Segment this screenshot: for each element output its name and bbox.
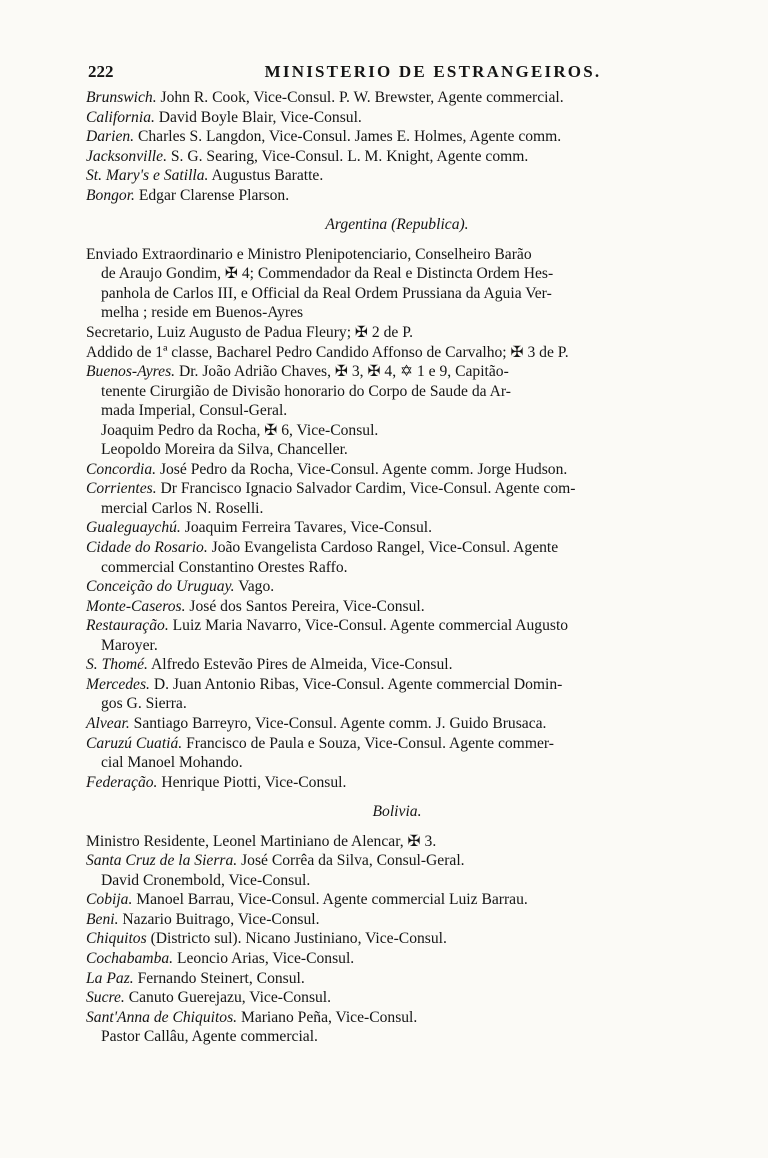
entry-line: Leopoldo Moreira da Silva, Chanceller.: [101, 441, 348, 459]
entry-line: Sucre. Canuto Guerejazu, Vice-Consul.: [86, 989, 332, 1007]
entry-line: Ministro Residente, Leonel Martiniano de Alencar, ✠ 3.: [86, 832, 437, 850]
entry-line: St. Mary's e Satilla. Augustus Baratte.: [86, 167, 324, 185]
entry-line: Cidade do Rosario. João Evangelista Cardoso Rangel, Vice-Consul. Agente: [86, 539, 559, 557]
entry-line: La Paz. Fernando Steinert, Consul.: [86, 969, 305, 987]
entry-line: Gualeguaychú. Joaquim Ferreira Tavares, Vice-Consul.: [86, 519, 433, 537]
running-title: MINISTERIO DE ESTRANGEIROS.: [264, 62, 602, 81]
entry-line: Secretario, Luiz Augusto de Padua Fleury; ✠ 2 de P.: [86, 324, 414, 342]
entry-line: gos G. Sierra.: [101, 695, 187, 713]
entry-line: Chiquitos (Districto sul). Nicano Justiniano, Vice-Consul.: [86, 930, 447, 948]
entry-line: Federação. Henrique Piotti, Vice-Consul.: [86, 773, 347, 791]
entry-line: Conceição do Uruguay. Vago.: [86, 578, 275, 596]
entry-line: Joaquim Pedro da Rocha, ✠ 6, Vice-Consul.: [101, 421, 379, 439]
entry-line: S. Thomé. Alfredo Estevão Pires de Almeida, Vice-Consul.: [86, 656, 453, 674]
entry-line: Enviado Extraordinario e Ministro Plenipotenciario, Conselheiro Barão: [86, 245, 532, 263]
entry-line: David Cronembold, Vice-Consul.: [101, 871, 311, 889]
entry-line: Sant'Anna de Chiquitos. Mariano Peña, Vice-Consul.: [86, 1008, 418, 1026]
entry-line: Cochabamba. Leoncio Arias, Vice-Consul.: [86, 949, 355, 967]
entry-line: Restauração. Luiz Maria Navarro, Vice-Consul. Agente commercial Augusto: [86, 617, 569, 635]
entry-line: Pastor Callâu, Agente commercial.: [101, 1028, 318, 1046]
section-heading-argentina: Argentina (Republica).: [325, 216, 469, 234]
page-number: 222: [88, 62, 114, 81]
entry-line: tenente Cirurgião de Divisão honorario do Corpo de Saude da Ar-: [101, 382, 511, 400]
entry-line: de Araujo Gondim, ✠ 4; Commendador da Real e Distincta Ordem Hes-: [101, 265, 554, 283]
entry-line: cial Manoel Mohando.: [101, 754, 243, 772]
entry-line: Maroyer.: [101, 636, 158, 654]
entry-line: Alvear. Santiago Barreyro, Vice-Consul. Agente comm. J. Guido Brusaca.: [86, 714, 547, 732]
entry-line: mada Imperial, Consul-Geral.: [101, 402, 288, 420]
entry-line: Monte-Caseros. José dos Santos Pereira, Vice-Consul.: [86, 597, 425, 615]
entry-line: commercial Constantino Orestes Raffo.: [101, 558, 348, 576]
page-body: [86, 88, 708, 1047]
entry-line: Addido de 1ª classe, Bacharel Pedro Candido Affonso de Carvalho; ✠ 3 de P.: [86, 343, 569, 361]
entry-line: Brunswich. John R. Cook, Vice-Consul. P. W. Brewster, Agente commercial.: [86, 89, 564, 106]
entry-line: melha ; reside em Buenos-Ayres: [101, 304, 304, 322]
entry-line: Beni. Nazario Buitrago, Vice-Consul.: [86, 910, 320, 928]
entry-line: Corrientes. Dr Francisco Ignacio Salvador Cardim, Vice-Consul. Agente com-: [86, 480, 576, 498]
entry-line: Bongor. Edgar Clarense Plarson.: [86, 186, 290, 204]
entry-line: Cobija. Manoel Barrau, Vice-Consul. Agente commercial Luiz Barrau.: [86, 891, 528, 909]
entry-line: Mercedes. D. Juan Antonio Ribas, Vice-Consul. Agente commercial Domin-: [86, 675, 563, 693]
entry-line: Caruzú Cuatiá. Francisco de Paula e Souza, Vice-Consul. Agente commer-: [86, 734, 554, 752]
entry-line: Buenos-Ayres. Dr. João Adrião Chaves, ✠ 3, ✠ 4, ✡ 1 e 9, Capitão-: [86, 363, 509, 381]
entry-line: California. David Boyle Blair, Vice-Consul.: [86, 108, 362, 126]
page-header: [88, 58, 708, 86]
entry-line: Jacksonville. S. G. Searing, Vice-Consul. L. M. Knight, Agente comm.: [86, 147, 529, 165]
entry-line: Santa Cruz de la Sierra. José Corrêa da Silva, Consul-Geral.: [86, 852, 465, 870]
entry-line: Darien. Charles S. Langdon, Vice-Consul. James E. Holmes, Agente comm.: [86, 128, 562, 146]
entry-line: Concordia. José Pedro da Rocha, Vice-Consul. Agente comm. Jorge Hudson.: [86, 460, 568, 478]
section-heading-bolivia: Bolivia.: [372, 803, 422, 821]
entry-line: panhola de Carlos III, e Official da Real Ordem Prussiana da Aguia Ver-: [101, 284, 552, 302]
entry-line: mercial Carlos N. Roselli.: [101, 499, 264, 517]
